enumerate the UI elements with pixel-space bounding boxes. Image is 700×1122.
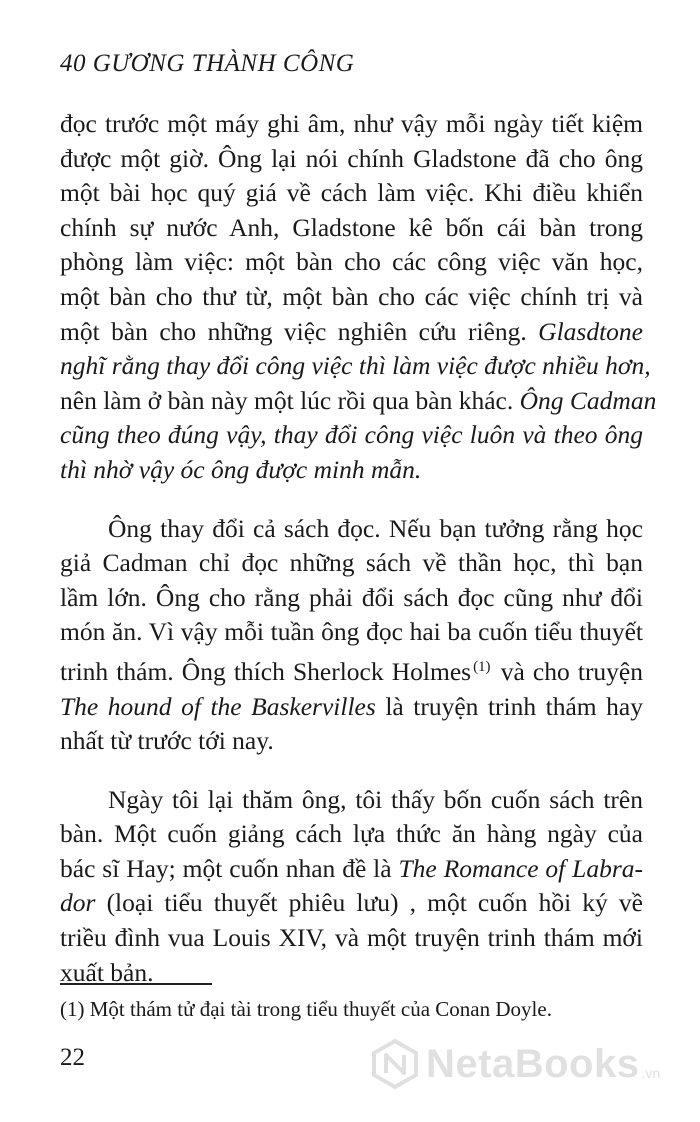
p1-line-9-text: nên làm ở bàn này một lúc rồi qua bàn khác. [60, 385, 514, 415]
body-text [60, 107, 657, 990]
p1-line-9 [60, 384, 657, 419]
p1-line-5: phòng làm việc: một bàn cho các công việc văn học, [60, 247, 643, 277]
footnote: (1) Một thám tử đại tài trong tiểu thuyết của Conan Doyle. [60, 997, 552, 1021]
watermark-brand: NetaBooks [426, 1041, 640, 1086]
page-number: 22 [60, 1044, 85, 1071]
p2-line-5-text-a: trinh thám. Ông thích Sherlock Holmes [60, 656, 472, 686]
p3-line-3-text: bác sĩ Hay; một cuốn nhan đề là [60, 853, 392, 883]
p3-line-6: xuất bản. [60, 957, 154, 987]
p1-line-6: một bàn cho thư từ, một bàn cho các việc chính trị và [60, 281, 643, 311]
p1-line-3: một bài học quý giá về cách làm việc. Khi điều khiển [60, 178, 643, 208]
p1-line-8: nghĩ rằng thay đổi công việc thì làm việc được nhiều hơn, [60, 351, 651, 381]
footnote-divider [60, 983, 212, 985]
p2-line-5-text-b: và cho truyện [500, 656, 643, 686]
p3-line-5: triều đình vua Louis XIV, và một truyện trinh thám mới [60, 923, 643, 953]
p1-line-2: được một giờ. Ông lại nói chính Gladstone đã cho ông [60, 143, 643, 173]
p3-line-4 [60, 886, 643, 921]
netabooks-logo-icon [370, 1039, 420, 1089]
running-header: 40 GƯƠNG THÀNH CÔNG [60, 50, 355, 77]
gladstone-italic: Glasdtone [538, 316, 643, 346]
p1-line-7-text: một bàn cho những việc nghiên cứu riêng. [60, 316, 527, 346]
p3-line-4-text: (loại tiểu thuyết phiêu lưu) , một cuốn hồi ký về [106, 888, 643, 918]
p3-line-3 [60, 852, 643, 887]
book-title-italic: The hound of the Baskervilles [60, 691, 376, 721]
p3-line-1: Ngày tôi lại thăm ông, tôi thấy bốn cuốn sách trên [108, 784, 643, 814]
romance-title-end-italic: dor [60, 888, 96, 918]
p2-line-6 [60, 690, 643, 725]
p3-line-2: bàn. Một cuốn giảng cách lựa thức ăn hàng ngày của [60, 819, 643, 849]
p2-line-5 [60, 650, 643, 690]
p2-line-3: lầm lớn. Ông cho rằng phải đổi sách đọc cũng như đổi [60, 582, 643, 612]
p1-line-10: cũng theo đúng vậy, thay đổi công việc luôn và theo ông [60, 420, 643, 450]
romance-title-italic: The Romance of Labra- [398, 853, 644, 883]
p2-line-4: món ăn. Vì vậy mỗi tuần ông đọc hai ba cuốn tiểu thuyết [60, 617, 643, 647]
watermark-tld: .vn [641, 1065, 661, 1081]
cadman-italic: Ông Cadman [519, 385, 657, 415]
footnote-reference: (1) [473, 658, 491, 675]
p1-line-4: chính sự nước Anh, Gladstone kê bốn cái bàn trong [60, 212, 643, 242]
p2-line-6-text: là truyện trinh thám hay [385, 691, 644, 721]
p1-line-7 [60, 315, 643, 350]
p2-line-2: giả Cadman chỉ đọc những sách về thần học, thì bạn [60, 548, 643, 578]
p2-line-7: nhất từ trước tới nay. [60, 726, 274, 756]
p1-line-1: đọc trước một máy ghi âm, như vậy mỗi ngày tiết kiệm [60, 109, 643, 138]
watermark [370, 1034, 660, 1094]
p1-line-11: thì nhờ vậy óc ông được minh mẫn. [60, 454, 422, 484]
p2-line-1: Ông thay đổi cả sách đọc. Nếu bạn tưởng rằng học [108, 513, 643, 543]
